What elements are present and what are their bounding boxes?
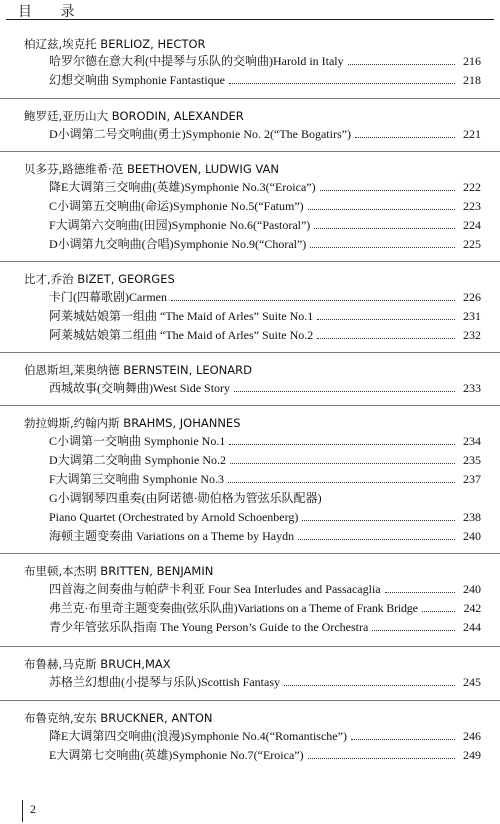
work-title: 降E大调第四交响曲(浪漫)Symphonie No.4(“Romantische”)	[49, 729, 347, 743]
composer-heading: 比才,乔治 BIZET, GEORGES	[24, 272, 175, 286]
dot-leader	[310, 246, 455, 248]
work-title: 四首海之间奏曲与帕萨卡利亚 Four Sea Interludes and Passacaglia	[49, 582, 381, 596]
footer-page-number: 2	[30, 802, 36, 816]
section-divider	[0, 98, 500, 99]
work-title: 降E大调第三交响曲(英雄)Symphonie No.3(“Eroica”)	[49, 180, 316, 194]
work-title: D小调第二号交响曲(勇士)Symphonie No. 2(“The Bogatirs”)	[49, 127, 351, 141]
page-title: 目 录	[18, 4, 87, 20]
toc-entry[interactable]	[49, 125, 481, 144]
work-title: C小调第一交响曲 Symphonie No.1	[49, 434, 226, 448]
dot-leader	[355, 136, 455, 138]
page-number: 231	[463, 309, 481, 323]
page-number: 244	[463, 620, 481, 634]
work-title: C小调第五交响曲(命运)Symphonie No.5(“Fatum”)	[49, 199, 304, 213]
page-number: 240	[463, 582, 481, 596]
toc-entry[interactable]	[49, 379, 481, 398]
work-title: D小调第九交响曲(合唱)Symphonie No.9(“Choral”)	[49, 237, 307, 251]
composer-heading: 柏辽兹,埃克托 BERLIOZ, HECTOR	[24, 37, 206, 51]
toc-entry[interactable]	[49, 71, 481, 90]
toc-entry[interactable]	[49, 508, 481, 527]
work-title: Piano Quartet (Orchestrated by Arnold Schoenberg)	[49, 510, 299, 524]
dot-leader	[351, 738, 455, 740]
toc-entry[interactable]	[49, 727, 481, 746]
toc-entry[interactable]	[49, 216, 481, 235]
work-title: 阿莱城姑娘第二组曲 “The Maid of Arles” Suite No.2	[49, 328, 314, 342]
dot-leader	[308, 208, 455, 210]
composer-heading: 布鲁赫,马克斯 BRUCH,MAX	[24, 657, 171, 671]
work-title: E大调第七交响曲(英雄)Symphonie No.7(“Eroica”)	[49, 748, 304, 762]
page-number: 221	[463, 127, 481, 141]
page-number: 225	[463, 237, 481, 251]
toc-entry[interactable]	[49, 673, 481, 692]
work-title: 苏格兰幻想曲(小提琴与乐队)Scottish Fantasy	[49, 675, 280, 689]
work-title: 海顿主题变奏曲 Variations on a Theme by Haydn	[49, 529, 295, 543]
page-header	[6, 0, 494, 22]
page-number: 223	[463, 199, 481, 213]
section-divider	[0, 646, 500, 647]
section-divider	[0, 405, 500, 406]
toc-entry[interactable]	[49, 235, 481, 254]
dot-leader	[229, 82, 455, 84]
page-number: 235	[463, 453, 481, 467]
section-divider	[0, 553, 500, 554]
toc-entry[interactable]	[49, 326, 481, 345]
page-number: 224	[463, 218, 481, 232]
page-number: 238	[463, 510, 481, 524]
page-number: 226	[463, 290, 481, 304]
page-number: 233	[463, 381, 481, 395]
dot-leader	[302, 519, 455, 521]
composer-heading: 伯恩斯坦,莱奥纳德 BERNSTEIN, LEONARD	[24, 363, 252, 377]
composer-heading: 布里顿,本杰明 BRITTEN, BENJAMIN	[24, 564, 214, 578]
toc-entry[interactable]	[49, 52, 481, 71]
footer-bar	[22, 800, 23, 822]
dot-leader	[298, 538, 455, 540]
toc-entry[interactable]	[49, 746, 481, 765]
dot-leader	[422, 610, 455, 612]
page-number: 237	[463, 472, 481, 486]
dot-leader	[284, 684, 455, 686]
dot-leader	[171, 299, 455, 301]
dot-leader	[229, 443, 455, 445]
dot-leader	[385, 591, 455, 593]
work-title: D大调第二交响曲 Symphonie No.2	[49, 453, 227, 467]
work-title: 弗兰克·布里奇主题变奏曲(弦乐队曲)Variations on a Theme of Frank Bridge	[49, 601, 418, 615]
toc-entry[interactable]	[49, 451, 481, 470]
work-title: F大调第三交响曲 Symphonie No.3	[49, 472, 225, 486]
composer-heading: 贝多芬,路德维希·范 BEETHOVEN, LUDWIG VAN	[24, 162, 279, 176]
section-divider	[0, 261, 500, 262]
dot-leader	[228, 481, 455, 483]
dot-leader	[308, 757, 455, 759]
work-title: 哈罗尔德在意大利(中提琴与乐队的交响曲)Harold in Italy	[49, 54, 344, 68]
page-number: 232	[463, 328, 481, 342]
toc-entry[interactable]	[49, 599, 481, 618]
dot-leader	[372, 629, 455, 631]
work-title: 阿莱城姑娘第一组曲 “The Maid of Arles” Suite No.1	[49, 309, 314, 323]
work-title: 幻想交响曲 Symphonie Fantastique	[49, 73, 225, 87]
toc-entry[interactable]	[49, 470, 481, 489]
work-title-line: G小调钢琴四重奏(由阿诺德·勋伯格为管弦乐队配器)	[49, 491, 322, 505]
page-number: 234	[463, 434, 481, 448]
toc-entry[interactable]	[49, 178, 481, 197]
toc-entry[interactable]	[49, 307, 481, 326]
toc-entry[interactable]	[49, 432, 481, 451]
page-number: 242	[463, 601, 481, 615]
section-divider	[0, 352, 500, 353]
page-number: 249	[463, 748, 481, 762]
dot-leader	[317, 337, 455, 339]
page-number: 240	[463, 529, 481, 543]
toc-entry[interactable]	[49, 197, 481, 216]
section-divider	[0, 151, 500, 152]
page-number: 216	[463, 54, 481, 68]
page-number: 222	[463, 180, 481, 194]
work-title: 青少年管弦乐队指南 The Young Person’s Guide to the Orchestra	[49, 620, 369, 634]
dot-leader	[234, 390, 455, 392]
page-number: 246	[463, 729, 481, 743]
composer-heading: 布鲁克纳,安东 BRUCKNER, ANTON	[24, 711, 213, 725]
composer-heading: 鲍罗廷,亚历山大 BORODIN, ALEXANDER	[24, 109, 244, 123]
dot-leader	[230, 462, 455, 464]
header-rule	[6, 19, 494, 20]
dot-leader	[348, 63, 455, 65]
dot-leader	[317, 318, 455, 320]
composer-heading: 勃拉姆斯,约翰内斯 BRAHMS, JOHANNES	[24, 416, 241, 430]
dot-leader	[320, 189, 455, 191]
page-number: 245	[463, 675, 481, 689]
toc-entry[interactable]	[49, 580, 481, 599]
toc-entry[interactable]	[49, 618, 481, 637]
work-title: F大调第六交响曲(田园)Symphonie No.6(“Pastoral”)	[49, 218, 311, 232]
toc-entry[interactable]	[49, 527, 481, 546]
page-number: 218	[463, 73, 481, 87]
section-divider	[0, 700, 500, 701]
dot-leader	[314, 227, 455, 229]
work-title: 卡门(四幕歌剧)Carmen	[49, 290, 167, 304]
toc-entry[interactable]	[49, 288, 481, 307]
work-title: 西城故事(交响舞曲)West Side Story	[49, 381, 231, 395]
